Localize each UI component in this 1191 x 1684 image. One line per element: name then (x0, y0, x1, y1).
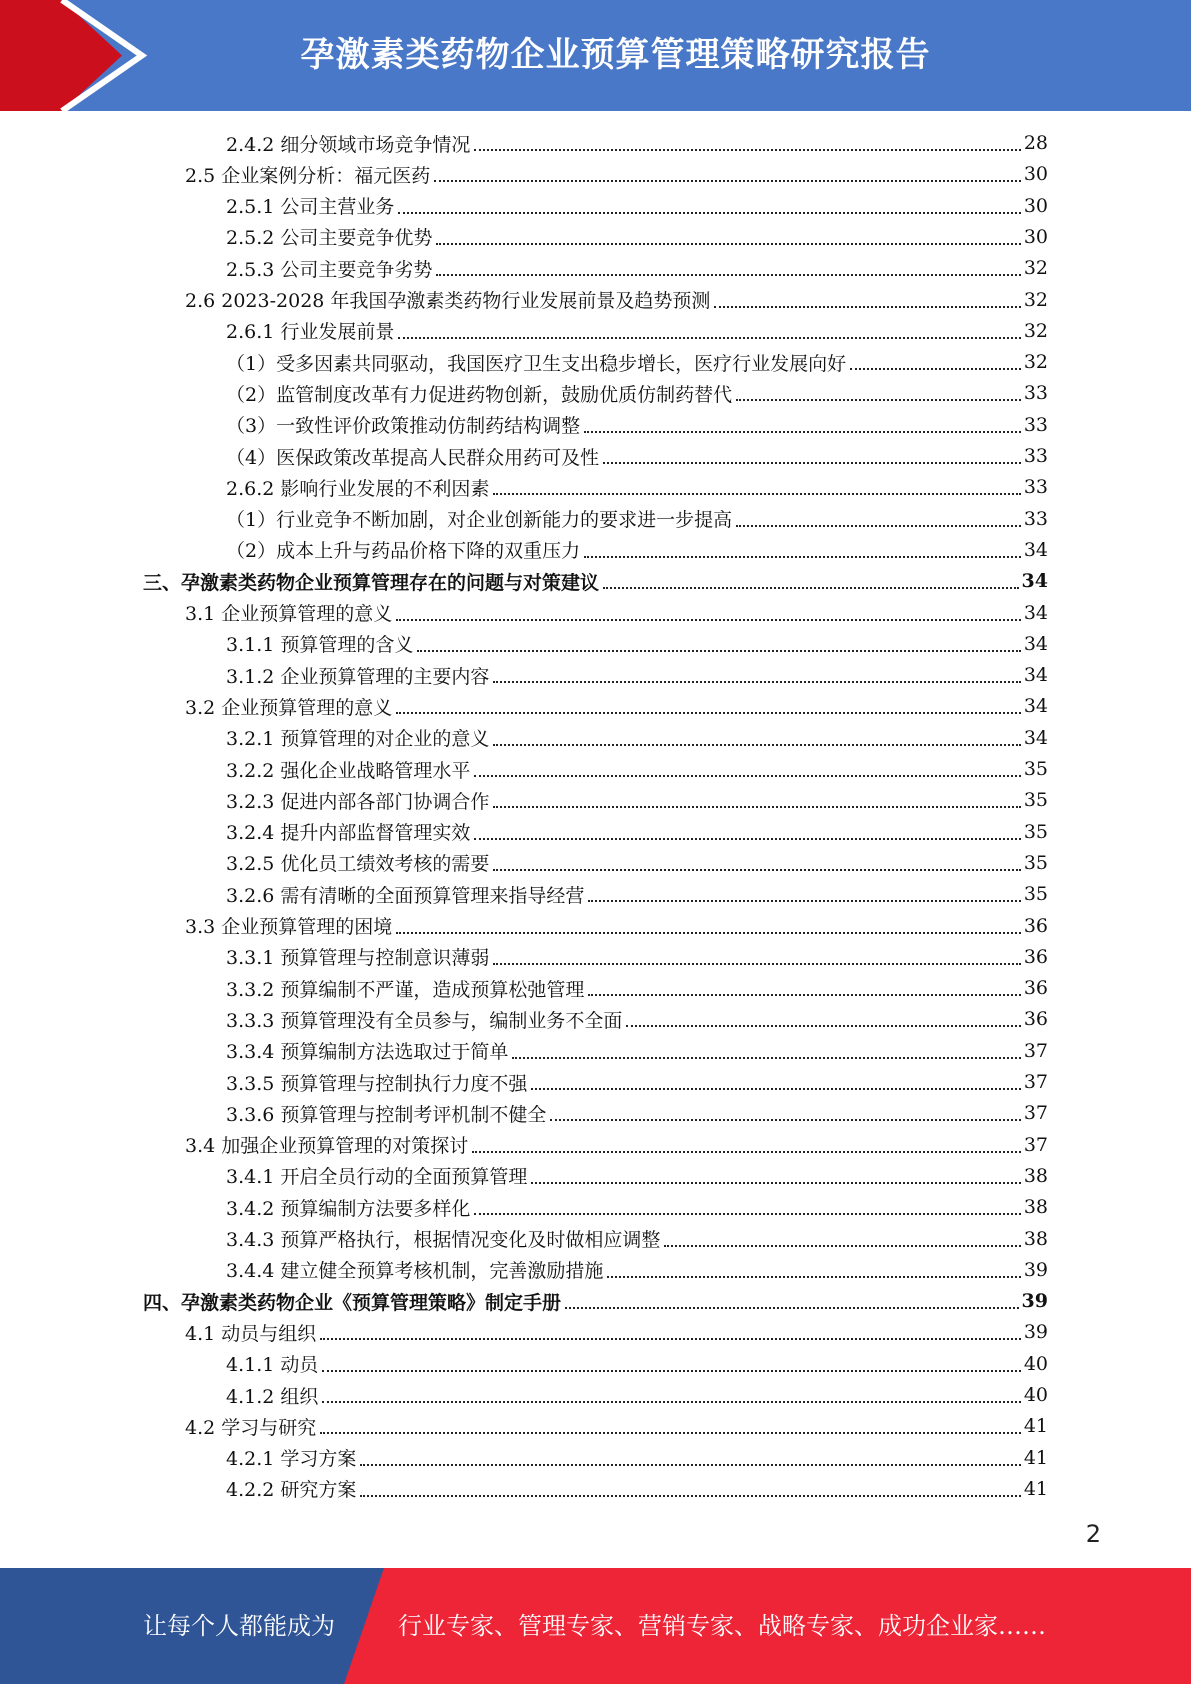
toc-entry[interactable] (226, 1380, 1048, 1410)
header-chevron-decoration (0, 0, 160, 111)
toc-dot-leader (398, 212, 1020, 214)
toc-entry-page: 35 (1023, 758, 1048, 780)
toc-entry[interactable] (226, 1224, 1048, 1254)
toc-dot-leader (850, 368, 1021, 370)
toc-entry[interactable] (143, 566, 1048, 596)
toc-entry-page: 32 (1023, 288, 1048, 311)
footer-slogan-right: 行业专家、管理专家、营销专家、战略专家、成功企业家…… (398, 1612, 1046, 1640)
toc-entry[interactable] (226, 378, 1048, 408)
footer-slogan-left: 让每个人都能成为 (143, 1612, 335, 1640)
toc-entry[interactable] (226, 222, 1048, 252)
toc-entry-page: 35 (1023, 851, 1048, 874)
toc-entry-page: 41 (1023, 1477, 1048, 1500)
toc-entry[interactable] (185, 911, 1048, 941)
toc-dot-leader (472, 1151, 1021, 1153)
page-number: 2 (1085, 1520, 1101, 1548)
toc-entry-label: 3.4.2 预算编制方法要多样化 (226, 1197, 471, 1220)
toc-entry[interactable] (226, 191, 1048, 221)
toc-entry-page: 37 (1023, 1102, 1048, 1125)
toc-entry[interactable] (226, 817, 1048, 847)
toc-entry-page: 34 (1023, 632, 1048, 655)
toc-entry[interactable] (226, 1474, 1048, 1504)
toc-dot-leader (417, 650, 1020, 652)
toc-dot-leader (474, 838, 1020, 840)
toc-entry-label: 3.1.2 企业预算管理的主要内容 (226, 665, 490, 688)
toc-entry-page: 30 (1023, 225, 1048, 248)
toc-dot-leader (436, 274, 1020, 276)
toc-entry[interactable] (185, 691, 1048, 721)
toc-dot-leader (360, 1464, 1020, 1466)
toc-entry-page: 37 (1023, 1133, 1048, 1156)
toc-entry[interactable] (226, 472, 1048, 502)
toc-entry-page: 33 (1023, 507, 1048, 530)
toc-entry[interactable] (185, 1411, 1048, 1441)
toc-entry-page: 34 (1023, 726, 1048, 749)
toc-entry[interactable] (226, 973, 1048, 1003)
toc-entry-page: 34 (1021, 570, 1048, 593)
toc-entry[interactable] (226, 316, 1048, 346)
toc-entry-page: 28 (1023, 132, 1048, 154)
toc-dot-leader (512, 1057, 1020, 1059)
report-title: 孕激素类药物企业预算管理策略研究报告 (300, 35, 931, 75)
toc-entry[interactable] (226, 253, 1048, 283)
toc-dot-leader (588, 994, 1020, 996)
toc-entry-page: 39 (1021, 1290, 1048, 1313)
toc-entry-page: 41 (1023, 1446, 1048, 1469)
toc-entry-label: 3.3 企业预算管理的困境 (185, 916, 393, 938)
toc-dot-leader (396, 712, 1021, 714)
toc-entry[interactable] (226, 1192, 1048, 1222)
toc-entry-page: 36 (1023, 1008, 1048, 1031)
toc-entry-label: （2）监管制度改革有力促进药物创新，鼓励优质仿制药替代 (226, 383, 733, 406)
toc-dot-leader (603, 462, 1021, 464)
toc-dot-leader (493, 806, 1020, 808)
toc-entry[interactable] (226, 128, 1048, 158)
toc-dot-leader (626, 1025, 1020, 1027)
toc-entry-label: 3.3.5 预算管理与控制执行力度不强 (226, 1072, 528, 1095)
toc-entry-label: 3.2 企业预算管理的意义 (185, 696, 393, 719)
toc-entry[interactable] (226, 1098, 1048, 1128)
toc-dot-leader (565, 1307, 1019, 1309)
toc-dot-leader (360, 1495, 1020, 1497)
toc-entry-label: 4.1.2 组织 (226, 1385, 319, 1408)
toc-dot-leader (664, 1245, 1020, 1247)
toc-dot-leader (474, 775, 1020, 777)
toc-dot-leader (396, 619, 1021, 621)
toc-entry-label: （4）医保政策改革提高人民群众用药可及性 (226, 446, 600, 469)
toc-entry-page: 34 (1023, 601, 1048, 624)
toc-entry-page: 33 (1023, 445, 1048, 467)
toc-dot-leader (736, 399, 1021, 401)
toc-entry[interactable] (226, 535, 1048, 565)
toc-entry[interactable] (226, 1004, 1048, 1034)
toc-entry-label: 四、孕激素类药物企业《预算管理策略》制定手册 (143, 1291, 562, 1314)
toc-entry[interactable] (226, 504, 1048, 534)
toc-dot-leader (320, 1338, 1021, 1340)
toc-dot-leader (607, 1276, 1020, 1278)
toc-entry-label: 2.4.2 细分领域市场竞争情况 (226, 133, 471, 156)
toc-entry-page: 40 (1023, 1384, 1048, 1406)
toc-entry[interactable] (226, 441, 1048, 471)
toc-entry-label: 4.1.1 动员 (226, 1354, 319, 1377)
toc-dot-leader (603, 587, 1019, 589)
toc-entry-page: 34 (1023, 695, 1048, 718)
toc-dot-leader (714, 306, 1020, 308)
toc-entry-label: 3.2.4 提升内部监督管理实效 (226, 822, 471, 845)
toc-entry-page: 36 (1023, 914, 1048, 937)
toc-entry-label: （1）行业竞争不断加剧，对企业创新能力的要求进一步提高 (226, 509, 733, 532)
toc-dot-leader (493, 744, 1020, 746)
toc-entry-label: 3.4.3 预算严格执行，根据情况变化及时做相应调整 (226, 1229, 661, 1251)
toc-entry[interactable] (226, 660, 1048, 690)
toc-entry-page: 35 (1023, 789, 1048, 812)
toc-entry-page: 35 (1023, 883, 1048, 906)
toc-entry-label: 3.2.2 强化企业战略管理水平 (226, 759, 471, 782)
toc-dot-leader (493, 963, 1020, 965)
toc-entry[interactable] (226, 879, 1048, 909)
toc-dot-leader (322, 1401, 1020, 1403)
toc-entry[interactable] (185, 159, 1048, 189)
toc-entry-label: 3.1 企业预算管理的意义 (185, 603, 393, 625)
toc-entry-page: 36 (1023, 945, 1048, 968)
toc-entry-label: 3.3.6 预算管理与控制考评机制不健全 (226, 1103, 547, 1126)
toc-entry-page: 30 (1023, 194, 1048, 217)
toc-entry[interactable] (226, 410, 1048, 440)
toc-entry-label: 2.5.1 公司主营业务 (226, 196, 395, 219)
toc-entry-label: 2.5.2 公司主要竞争优势 (226, 227, 433, 250)
toc-entry-label: 4.2.1 学习方案 (226, 1448, 357, 1471)
toc-entry-label: 4.1 动员与组织 (185, 1322, 317, 1345)
toc-entry-page: 38 (1023, 1196, 1048, 1219)
toc-entry[interactable] (185, 1317, 1048, 1347)
toc-entry[interactable] (226, 1036, 1048, 1066)
toc-entry-page: 39 (1023, 1321, 1048, 1344)
toc-entry-label: 4.2 学习与研究 (185, 1416, 317, 1439)
toc-entry-page: 32 (1023, 319, 1048, 342)
toc-entry-label: 3.2.1 预算管理的对企业的意义 (226, 728, 490, 751)
toc-entry-label: 3.4.4 建立健全预算考核机制，完善激励措施 (226, 1260, 604, 1283)
toc-dot-leader (584, 431, 1021, 433)
toc-dot-leader (588, 900, 1020, 902)
toc-dot-leader (398, 337, 1020, 339)
toc-entry-page: 30 (1023, 163, 1048, 186)
toc-entry-page: 38 (1023, 1164, 1048, 1187)
toc-dot-leader (436, 243, 1020, 245)
toc-entry[interactable] (185, 285, 1048, 315)
toc-entry[interactable] (226, 754, 1048, 784)
toc-entry-page: 32 (1023, 257, 1048, 280)
toc-entry-label: 2.6 2023-2028 年我国孕激素类药物行业发展前景及趋势预测 (185, 290, 711, 312)
toc-entry[interactable] (226, 723, 1048, 753)
toc-entry-page: 37 (1023, 1039, 1048, 1062)
toc-entry-page: 33 (1023, 413, 1048, 436)
toc-entry-page: 34 (1023, 664, 1048, 687)
toc-entry[interactable] (226, 1255, 1048, 1285)
toc-entry-label: （3）一致性评价政策推动仿制药结构调整 (226, 415, 581, 438)
toc-dot-leader (736, 525, 1021, 527)
toc-entry-label: 3.2.3 促进内部各部门协调合作 (226, 790, 490, 813)
toc-entry-label: 3.3.3 预算管理没有全员参与，编制业务不全面 (226, 1009, 623, 1032)
toc-entry-label: 4.2.2 研究方案 (226, 1479, 357, 1502)
toc-entry-label: 3.1.1 预算管理的含义 (226, 634, 414, 657)
toc-dot-leader (493, 493, 1020, 495)
toc-entry-page: 32 (1023, 351, 1048, 374)
toc-entry-page: 41 (1023, 1415, 1048, 1438)
toc-entry-label: 2.5.3 公司主要竞争劣势 (226, 258, 433, 281)
toc-entry[interactable] (185, 598, 1048, 628)
toc-entry-label: 3.4 加强企业预算管理的对策探讨 (185, 1135, 469, 1158)
toc-entry-label: 三、孕激素类药物企业预算管理存在的问题与对策建议 (143, 571, 600, 594)
toc-entry-label: （2）成本上升与药品价格下降的双重压力 (226, 540, 581, 563)
toc-entry-label: 2.5 企业案例分析：福元医药 (185, 164, 431, 187)
toc-entry-label: 3.3.4 预算编制方法选取过于简单 (226, 1041, 509, 1064)
toc-entry[interactable] (226, 848, 1048, 878)
toc-entry-page: 33 (1023, 476, 1048, 499)
toc-entry-page: 36 (1023, 977, 1048, 1000)
toc-entry[interactable] (226, 629, 1048, 659)
toc-entry-label: 3.2.6 需有清晰的全面预算管理来指导经营 (226, 884, 585, 907)
toc-entry[interactable] (185, 1130, 1048, 1160)
toc-entry-page: 40 (1023, 1352, 1048, 1375)
toc-entry-label: 3.4.1 开启全员行动的全面预算管理 (226, 1166, 528, 1189)
toc-dot-leader (531, 1088, 1020, 1090)
toc-entry[interactable] (226, 942, 1048, 972)
toc-entry-page: 33 (1023, 382, 1048, 405)
toc-entry[interactable] (226, 1349, 1048, 1379)
toc-entry-label: 3.3.1 预算管理与控制意识薄弱 (226, 947, 490, 970)
toc-entry[interactable] (226, 1443, 1048, 1473)
toc-entry-label: 2.6.2 影响行业发展的不利因素 (226, 477, 490, 500)
toc-entry-page: 37 (1023, 1071, 1048, 1093)
toc-dot-leader (322, 1370, 1020, 1372)
page-footer (0, 1568, 1191, 1684)
page-header (0, 0, 1191, 111)
toc-entry-label: 3.2.5 优化员工绩效考核的需要 (226, 853, 490, 876)
toc-entry[interactable] (226, 1067, 1048, 1097)
toc-dot-leader (320, 1432, 1021, 1434)
toc-entry-label: 2.6.1 行业发展前景 (226, 321, 395, 344)
toc-dot-leader (396, 932, 1021, 934)
toc-dot-leader (474, 1213, 1020, 1215)
toc-dot-leader (493, 869, 1020, 871)
toc-entry[interactable] (226, 347, 1048, 377)
toc-entry-page: 34 (1023, 538, 1048, 561)
toc-entry[interactable] (226, 785, 1048, 815)
toc-entry-page: 38 (1023, 1227, 1048, 1250)
toc-dot-leader (531, 1182, 1020, 1184)
toc-dot-leader (584, 556, 1021, 558)
toc-dot-leader (474, 149, 1020, 151)
toc-dot-leader (493, 681, 1020, 683)
toc-entry-page: 39 (1023, 1258, 1048, 1281)
toc-dot-leader (550, 1119, 1020, 1121)
toc-entry[interactable] (226, 1161, 1048, 1191)
toc-dot-leader (434, 180, 1021, 182)
toc-entry[interactable] (143, 1286, 1048, 1316)
toc-entry-page: 35 (1023, 820, 1048, 843)
toc-entry-label: （1）受多因素共同驱动，我国医疗卫生支出稳步增长，医疗行业发展向好 (226, 352, 847, 375)
toc-entry-label: 3.3.2 预算编制不严谨，造成预算松弛管理 (226, 978, 585, 1001)
